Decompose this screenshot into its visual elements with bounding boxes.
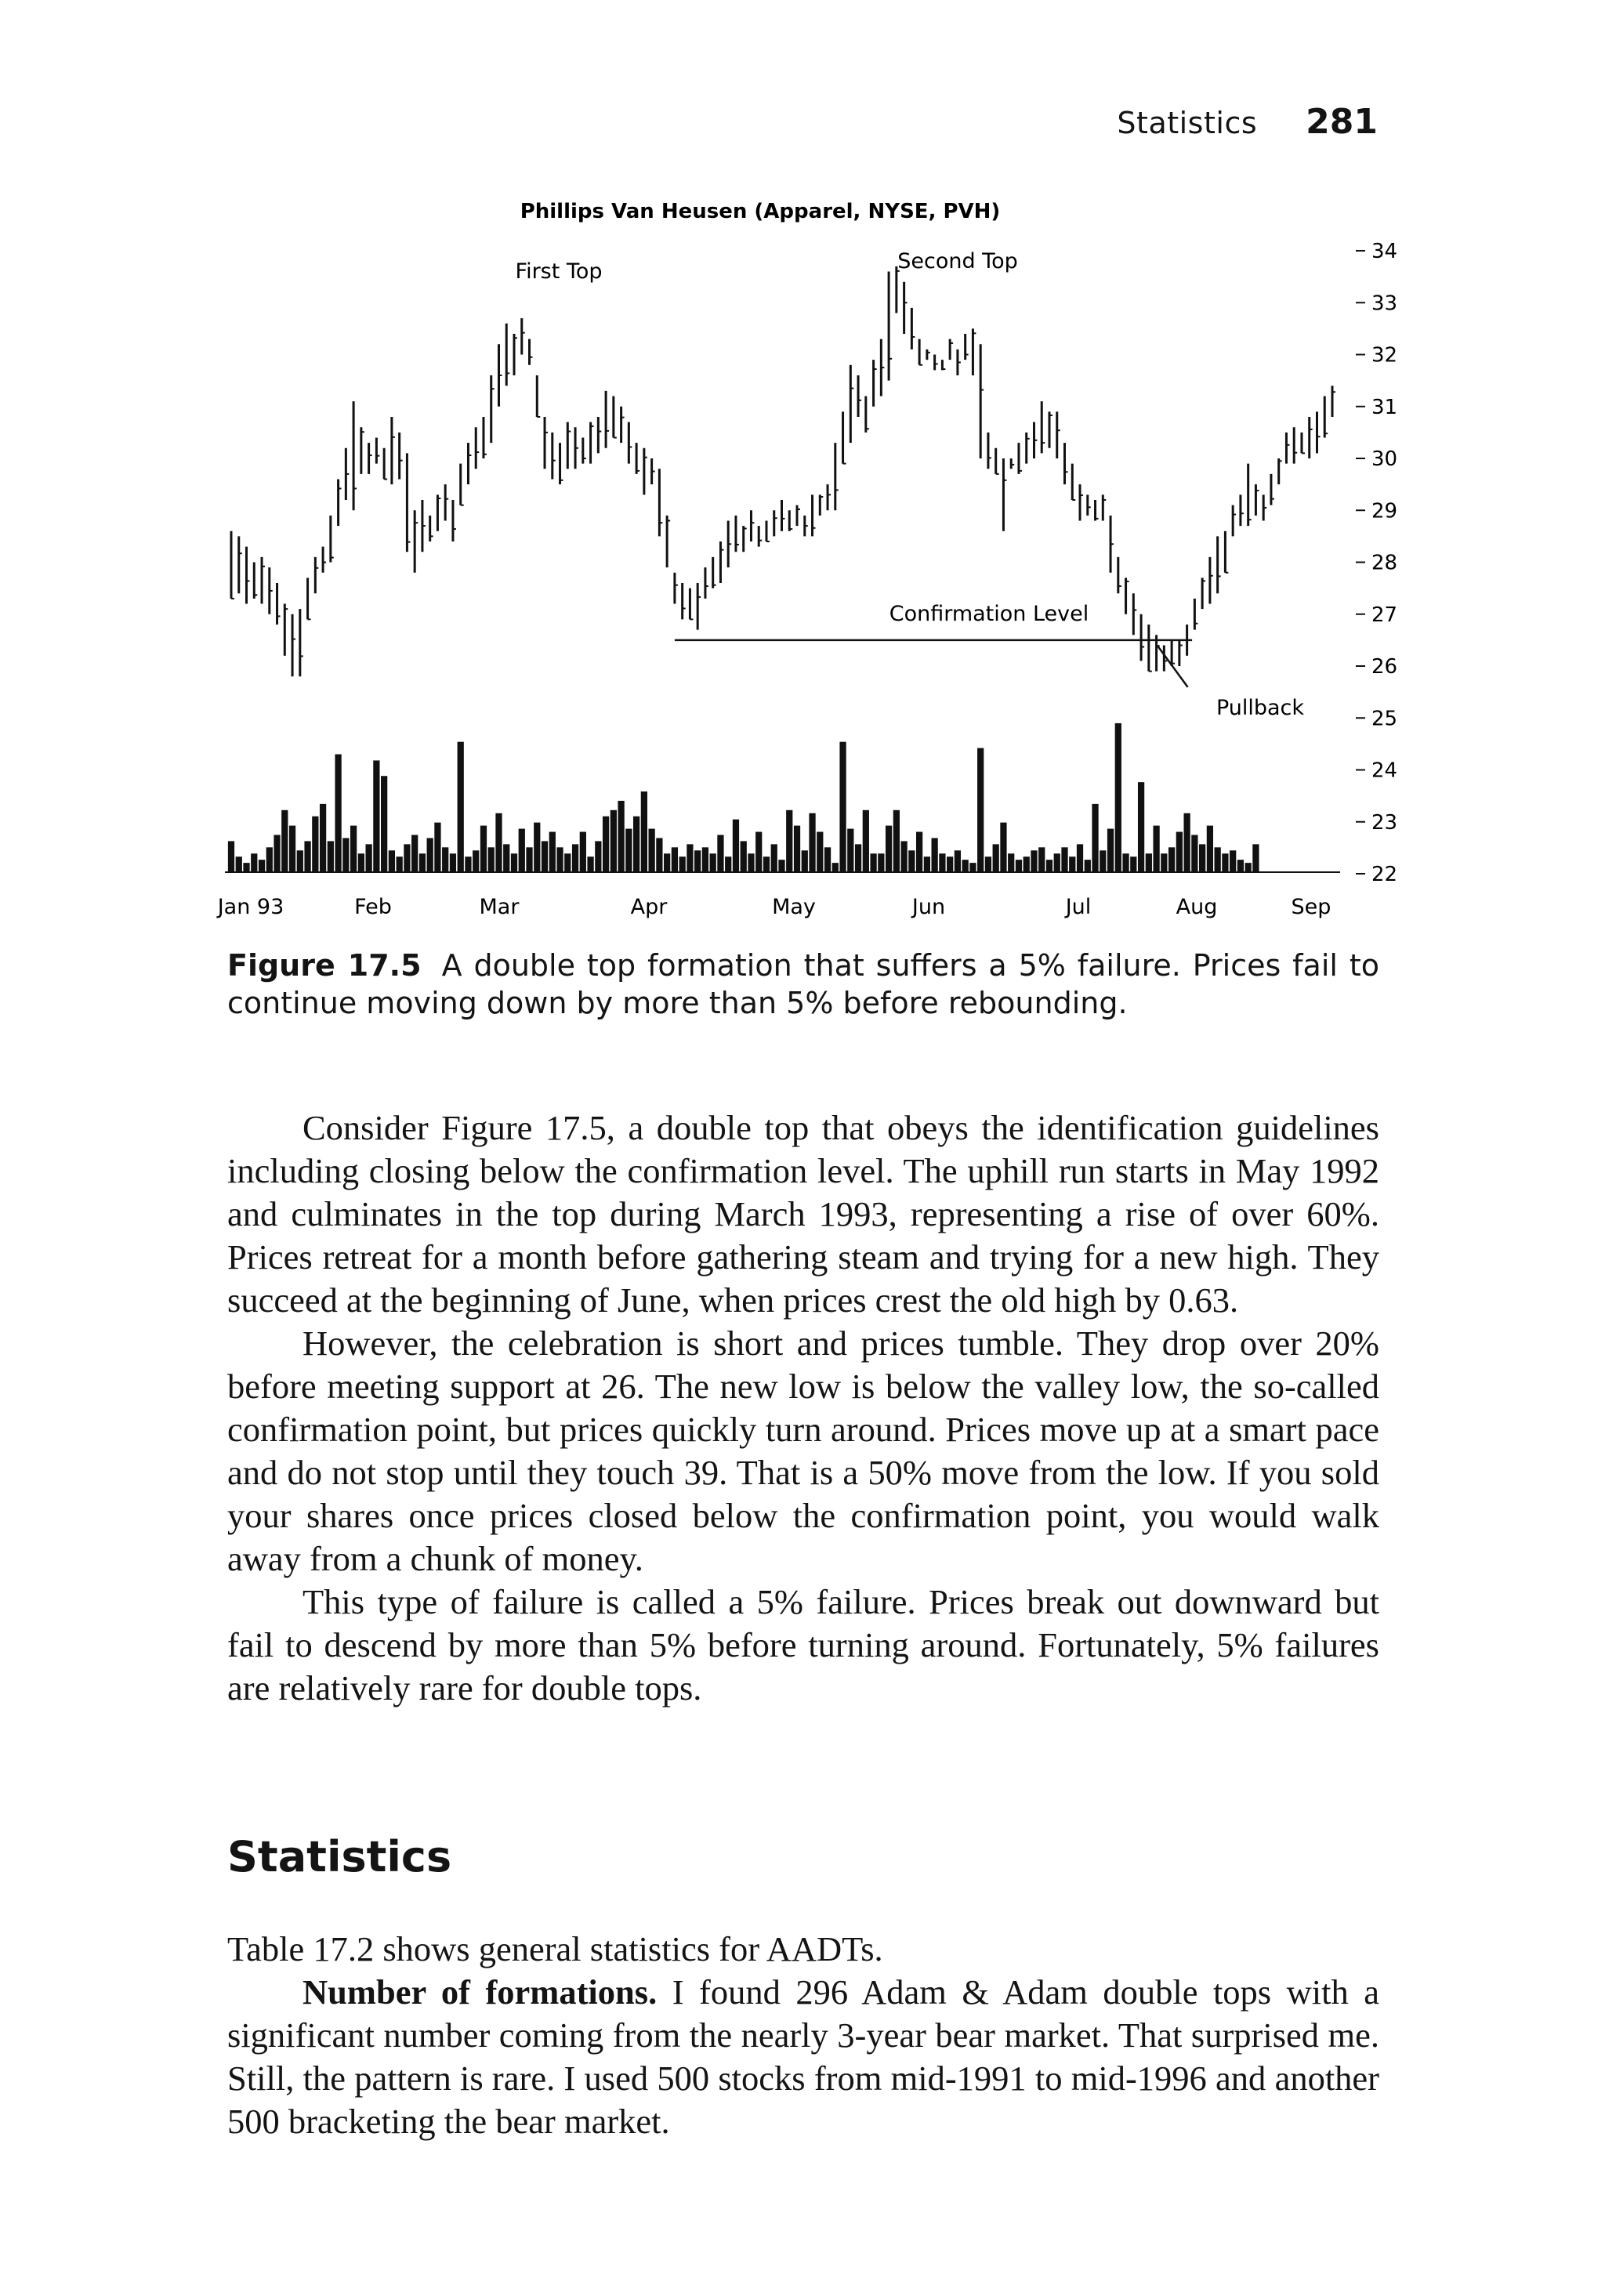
volume-bar	[641, 791, 647, 872]
y-tick-label: 22	[1371, 863, 1398, 886]
volume-bar	[503, 844, 509, 872]
paragraph: Consider Figure 17.5, a double top that obeys the identification guidelines including closing below the confirmation level. The uphill run starts in May 1992 and culminates in the top during March 1993, representing a rise of over 60%. Prices retreat for a month before gathering steam and trying for a new high. They succeed at the beginning of June, when prices crest the old high by 0.63.	[227, 1108, 1379, 1320]
volume-bar	[1061, 847, 1067, 872]
y-tick-label: 23	[1371, 810, 1398, 835]
paragraph-text: I found 296 Adam & Adam double tops with a significant number coming from the nearly 3-year bear market. That surprised me. Still, the pattern is rare. I used 500 stocks from mid-1991 to mid-1996 and another 500 bracketing the bear market.	[227, 1972, 1379, 2141]
y-tick-label: 27	[1371, 603, 1398, 627]
volume-bar	[404, 844, 410, 872]
volume-bar	[932, 838, 938, 872]
volume-bar	[1085, 860, 1091, 872]
volume-bar	[649, 829, 655, 872]
x-tick-label: Jun	[911, 895, 946, 919]
price-bars	[231, 266, 1335, 676]
volume-bar	[442, 847, 448, 872]
volume-bar	[694, 850, 701, 872]
volume-bar	[1016, 860, 1022, 872]
volume-bar	[924, 856, 930, 872]
volume-bar	[1153, 826, 1159, 872]
volume-bar	[259, 860, 265, 872]
y-tick-label: 24	[1371, 759, 1398, 783]
x-tick-label: Feb	[354, 895, 392, 919]
volume-bar	[1161, 853, 1167, 872]
volume-bar	[373, 760, 379, 872]
volume-bar	[1222, 853, 1228, 872]
volume-bar	[1237, 860, 1244, 872]
volume-bar	[1245, 863, 1252, 872]
volume-bar	[1252, 844, 1259, 872]
y-tick-label: 33	[1371, 292, 1398, 316]
volume-bar	[465, 856, 471, 872]
volume-bar	[251, 853, 257, 872]
volume-bar	[511, 853, 517, 872]
volume-bar	[1138, 782, 1144, 872]
volume-bar	[809, 813, 815, 872]
confirmation-level-label: Confirmation Level	[889, 602, 1089, 626]
volume-bar	[870, 853, 876, 872]
volume-bar	[427, 838, 433, 872]
volume-bar	[397, 856, 403, 872]
volume-bar	[1215, 847, 1221, 872]
figure-caption	[227, 947, 1379, 1022]
volume-bar	[564, 853, 571, 872]
volume-bar	[1008, 853, 1014, 872]
volume-bar	[297, 850, 303, 872]
volume-bar	[480, 826, 487, 872]
volume-bar	[962, 860, 969, 872]
volume-bar	[1130, 856, 1136, 872]
volume-bar	[1176, 832, 1183, 872]
volume-bar	[855, 844, 861, 872]
volume-bar	[580, 832, 586, 872]
volume-bar	[977, 748, 984, 872]
volume-bar	[1024, 856, 1030, 872]
volume-bar	[1122, 853, 1129, 872]
x-tick-label: Mar	[479, 895, 520, 919]
volume-bar	[228, 841, 234, 872]
volume-bar	[1038, 847, 1045, 872]
y-tick-label: 29	[1371, 499, 1398, 523]
volume-bar	[610, 810, 617, 872]
volume-bar	[328, 841, 334, 872]
volume-bar	[350, 826, 357, 872]
volume-bar	[900, 841, 907, 872]
volume-bar	[947, 856, 953, 872]
volume-bar	[748, 853, 754, 872]
volume-bar	[633, 817, 639, 872]
section-heading: Statistics	[227, 1832, 452, 1881]
volume-bar	[312, 817, 318, 872]
chart-title: Phillips Van Heusen (Apparel, NYSE, PVH)	[520, 200, 1001, 223]
y-tick-label: 34	[1371, 240, 1398, 263]
figure-caption-text: A double top formation that suffers a 5% failure. Prices fail to continue moving down by more than 5% before rebounding.	[227, 948, 1379, 1020]
volume-bar	[955, 850, 961, 872]
body-text	[227, 1106, 1379, 1710]
volume-bar	[725, 856, 731, 872]
y-tick-label: 30	[1371, 447, 1398, 471]
volume-bar	[495, 813, 502, 872]
section-body-text	[227, 1928, 1379, 2143]
volume-bar	[1000, 823, 1006, 872]
volume-bar	[1168, 847, 1175, 872]
pullback-label: Pullback	[1216, 696, 1305, 720]
volume-bar	[389, 850, 395, 872]
volume-bar	[1115, 723, 1121, 872]
volume-bar	[1046, 860, 1052, 872]
volume-bar	[365, 844, 371, 872]
volume-bar	[1207, 826, 1213, 872]
volume-bar	[939, 853, 945, 872]
volume-bar	[1191, 835, 1197, 872]
figure-label: Figure 17.5	[227, 948, 422, 983]
volume-bar	[847, 829, 853, 872]
volume-bar	[1069, 856, 1075, 872]
volume-bar	[274, 835, 280, 872]
volume-bar	[916, 832, 922, 872]
volume-bar	[993, 844, 999, 872]
volume-bar	[817, 832, 823, 872]
volume-bar	[886, 826, 892, 872]
volume-bar	[893, 810, 900, 872]
y-tick-label: 25	[1371, 707, 1398, 731]
y-tick-label: 28	[1371, 551, 1398, 575]
volume-bar	[741, 841, 747, 872]
volume-bar	[488, 847, 495, 872]
figure-17-5	[212, 188, 1418, 933]
volume-bar	[863, 810, 869, 872]
running-head	[1117, 102, 1378, 142]
volume-bars	[225, 723, 1340, 872]
volume-bar	[969, 863, 976, 872]
volume-bar	[664, 853, 670, 872]
volume-bar	[549, 832, 556, 872]
volume-bar	[519, 829, 525, 872]
price-volume-chart	[212, 188, 1418, 933]
volume-bar	[473, 850, 479, 872]
volume-bar	[908, 850, 915, 872]
x-tick-label: Sep	[1291, 895, 1331, 919]
volume-bar	[587, 856, 593, 872]
volume-bar	[656, 838, 662, 872]
x-tick-label: Aug	[1176, 895, 1218, 919]
volume-bar	[1092, 804, 1098, 872]
volume-bar	[542, 841, 548, 872]
y-axis	[1356, 240, 1397, 886]
volume-bar	[824, 847, 831, 872]
volume-bar	[304, 841, 310, 872]
volume-bar	[778, 860, 784, 872]
paragraph: Table 17.2 shows general statistics for AADTs.	[227, 1929, 883, 1968]
volume-bar	[236, 856, 242, 872]
x-axis	[216, 895, 1331, 919]
volume-bar	[358, 853, 364, 872]
volume-bar	[1107, 829, 1114, 872]
volume-bar	[335, 755, 341, 872]
volume-bar	[771, 844, 777, 872]
volume-bar	[878, 853, 884, 872]
volume-bar	[1031, 850, 1037, 872]
running-title: Statistics	[1117, 106, 1258, 140]
volume-bar	[411, 835, 418, 872]
volume-bar	[618, 801, 624, 872]
volume-bar	[526, 847, 532, 872]
volume-bar	[458, 742, 464, 872]
volume-bar	[832, 863, 839, 872]
volume-bar	[434, 823, 440, 872]
volume-bar	[419, 853, 426, 872]
run-in-heading: Number of formations.	[303, 1972, 658, 2012]
volume-bar	[717, 835, 723, 872]
paragraph: This type of failure is called a 5% failure. Prices break out downward but fail to descend by more than 5% before turning around. Fortunately, 5% failures are relatively rare for double tops.	[227, 1582, 1379, 1708]
volume-bar	[572, 844, 578, 872]
volume-bar	[839, 742, 846, 872]
volume-bar	[1199, 844, 1205, 872]
volume-bar	[794, 826, 800, 872]
volume-bar	[266, 847, 273, 872]
volume-bar	[342, 838, 349, 872]
volume-bar	[1077, 844, 1083, 872]
volume-bar	[381, 776, 387, 872]
volume-bar	[763, 856, 770, 872]
volume-bar	[320, 804, 326, 872]
volume-bar	[755, 832, 762, 872]
volume-bar	[603, 817, 609, 872]
y-tick-label: 26	[1371, 655, 1398, 679]
y-tick-label: 31	[1371, 395, 1398, 419]
volume-bar	[556, 847, 563, 872]
volume-bar	[733, 820, 739, 872]
volume-bar	[672, 847, 678, 872]
volume-bar	[534, 823, 540, 872]
second-top-label: Second Top	[897, 249, 1018, 273]
volume-bar	[802, 850, 808, 872]
volume-bar	[687, 844, 693, 872]
volume-bar	[281, 810, 288, 872]
paragraph	[227, 1971, 1379, 2143]
x-tick-label: Apr	[630, 895, 668, 919]
volume-bar	[243, 863, 249, 872]
volume-bar	[450, 853, 456, 872]
volume-bar	[1100, 850, 1106, 872]
volume-bar	[1054, 853, 1060, 872]
page-number: 281	[1306, 102, 1378, 142]
volume-bar	[1183, 813, 1190, 872]
first-top-label: First Top	[515, 259, 603, 284]
volume-bar	[710, 853, 716, 872]
x-tick-label: Jan 93	[217, 895, 284, 919]
y-tick-label: 32	[1371, 343, 1398, 368]
volume-bar	[679, 856, 686, 872]
volume-bar	[1146, 853, 1152, 872]
volume-bar	[702, 847, 708, 872]
x-tick-label: Jul	[1065, 895, 1092, 919]
volume-bar	[595, 841, 601, 872]
volume-bar	[625, 829, 632, 872]
x-tick-label: May	[772, 895, 816, 919]
paragraph: However, the celebration is short and prices tumble. They drop over 20% before meeting support at 26. The new low is below the valley low, the so-called confirmation point, but prices quickly turn around. Prices move up at a smart pace and do not stop until they touch 39. That is a 50% move from the low. If you sold your shares once prices closed below the confirmation point, you would walk away from a chunk of money.	[227, 1324, 1379, 1578]
volume-bar	[289, 826, 295, 872]
volume-bar	[1230, 850, 1236, 872]
volume-bar	[786, 810, 792, 872]
volume-bar	[985, 856, 991, 872]
